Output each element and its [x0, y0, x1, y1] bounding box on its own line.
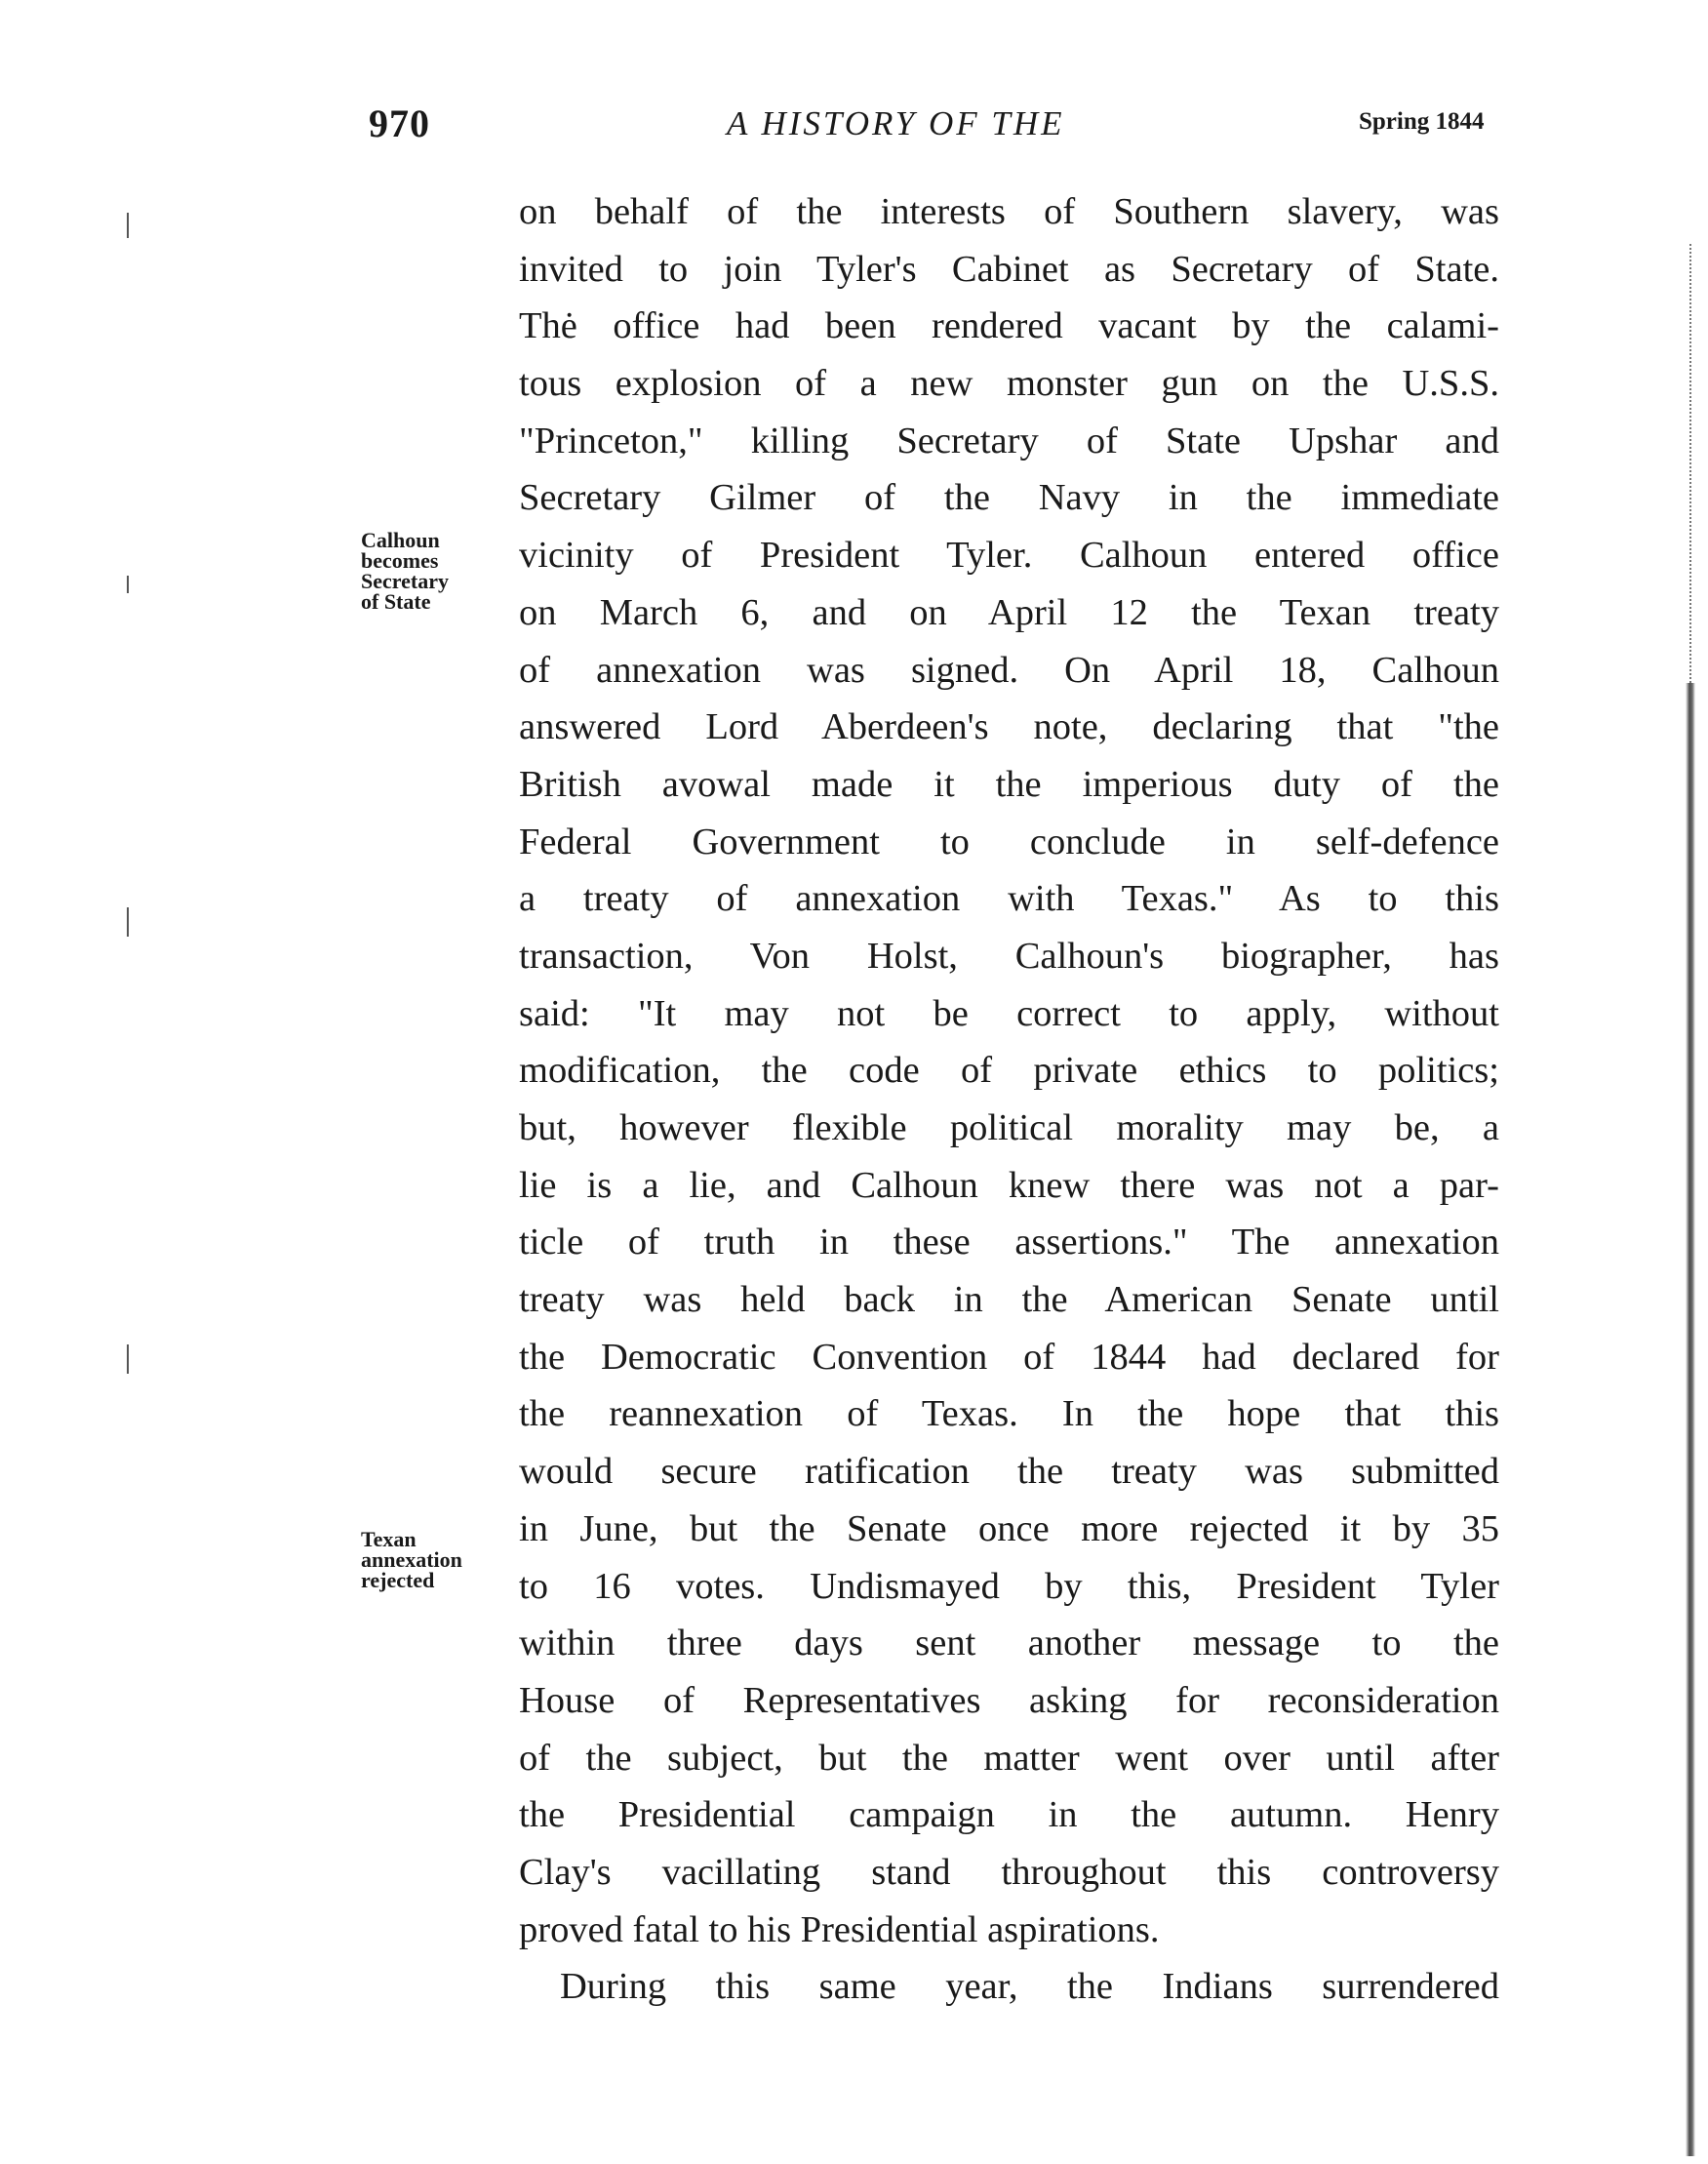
text-line: a treaty of annexation with Texas." As to this: [519, 878, 1499, 920]
text-line: in June, but the Senate once more rejected it by 35: [519, 1507, 1499, 1549]
sidenote-line: Texan: [361, 1527, 417, 1551]
text-line: said: "It may not be correct to apply, without: [519, 992, 1499, 1034]
page-header: [0, 100, 1708, 149]
running-head: A HISTORY OF THE: [727, 104, 1065, 142]
text-line: During this same year, the Indians surrendered: [560, 1966, 1499, 2008]
text-line: on behalf of the interests of Southern slavery, was: [519, 191, 1499, 232]
text-line: Federal Government to conclude in self-defence: [519, 821, 1499, 862]
sidenote-line: Secretary: [361, 569, 449, 593]
text-line: would secure ratification the treaty was submitted: [519, 1451, 1499, 1493]
text-line: the Democratic Convention of 1844 had declared for: [519, 1336, 1499, 1378]
text-line: to 16 votes. Undismayed by this, President Tyler: [519, 1565, 1499, 1607]
text-line: House of Representatives asking for reconsideration: [519, 1679, 1499, 1721]
text-line: proved fatal to his Presidential aspirations.: [519, 1908, 1160, 1950]
sidenote-line: Calhoun: [361, 528, 440, 552]
text-line: but, however flexible political morality may be, a: [519, 1107, 1499, 1148]
text-line: answered Lord Aberdeen's note, declaring that "the: [519, 706, 1499, 748]
sidenote-line: becomes: [361, 548, 439, 573]
sidenote-line: annexation: [361, 1547, 462, 1572]
text-line: British avowal made it the imperious duty of the: [519, 763, 1499, 805]
scan-tick-mark: [127, 1344, 129, 1374]
text-line: the reannexation of Texas. In the hope that this: [519, 1393, 1499, 1435]
page-number: 970: [369, 101, 430, 145]
sidenote-calhoun-secretary: [361, 530, 449, 612]
text-line: Secretary Gilmer of the Navy in the immediate: [519, 477, 1499, 519]
text-line: of annexation was signed. On April 18, Calhoun: [519, 649, 1499, 691]
text-line: the Presidential campaign in the autumn. Henry: [519, 1794, 1499, 1836]
header-date: Spring 1844: [1359, 108, 1485, 135]
sidenote-line: rejected: [361, 1568, 435, 1592]
text-line: "Princeton," killing Secretary of State Upshar and: [519, 420, 1499, 461]
text-line: vicinity of President Tyler. Calhoun entered office: [519, 535, 1499, 577]
text-line: invited to join Tyler's Cabinet as Secretary of State.: [519, 248, 1499, 290]
text-line: tous explosion of a new monster gun on the U.S.S.: [519, 363, 1499, 405]
text-line: transaction, Von Holst, Calhoun's biographer, has: [519, 935, 1499, 977]
scan-tick-mark: [127, 907, 129, 937]
text-line: of the subject, but the matter went over until after: [519, 1737, 1499, 1779]
scan-tick-mark: [127, 213, 129, 238]
scan-tick-mark: [127, 576, 129, 593]
scan-edge-marks: [1689, 244, 1693, 683]
body-text: [519, 183, 1499, 2016]
text-line: treaty was held back in the American Senate until: [519, 1279, 1499, 1321]
text-line: lie is a lie, and Calhoun knew there was not a par-: [519, 1164, 1499, 1206]
text-line: on March 6, and on April 12 the Texan treaty: [519, 591, 1499, 633]
text-line: modification, the code of private ethics to politics;: [519, 1050, 1499, 1092]
sidenote-texan-annexation: [361, 1529, 462, 1590]
scan-edge-shadow: [1686, 683, 1695, 2156]
text-line: ticle of truth in these assertions." The annexation: [519, 1222, 1499, 1263]
sidenote-line: of State: [361, 589, 431, 614]
text-line: within three days sent another message to the: [519, 1623, 1499, 1664]
text-line: Clay's vacillating stand throughout this controversy: [519, 1851, 1499, 1893]
text-line: Thė office had been rendered vacant by the calami-: [519, 305, 1499, 347]
